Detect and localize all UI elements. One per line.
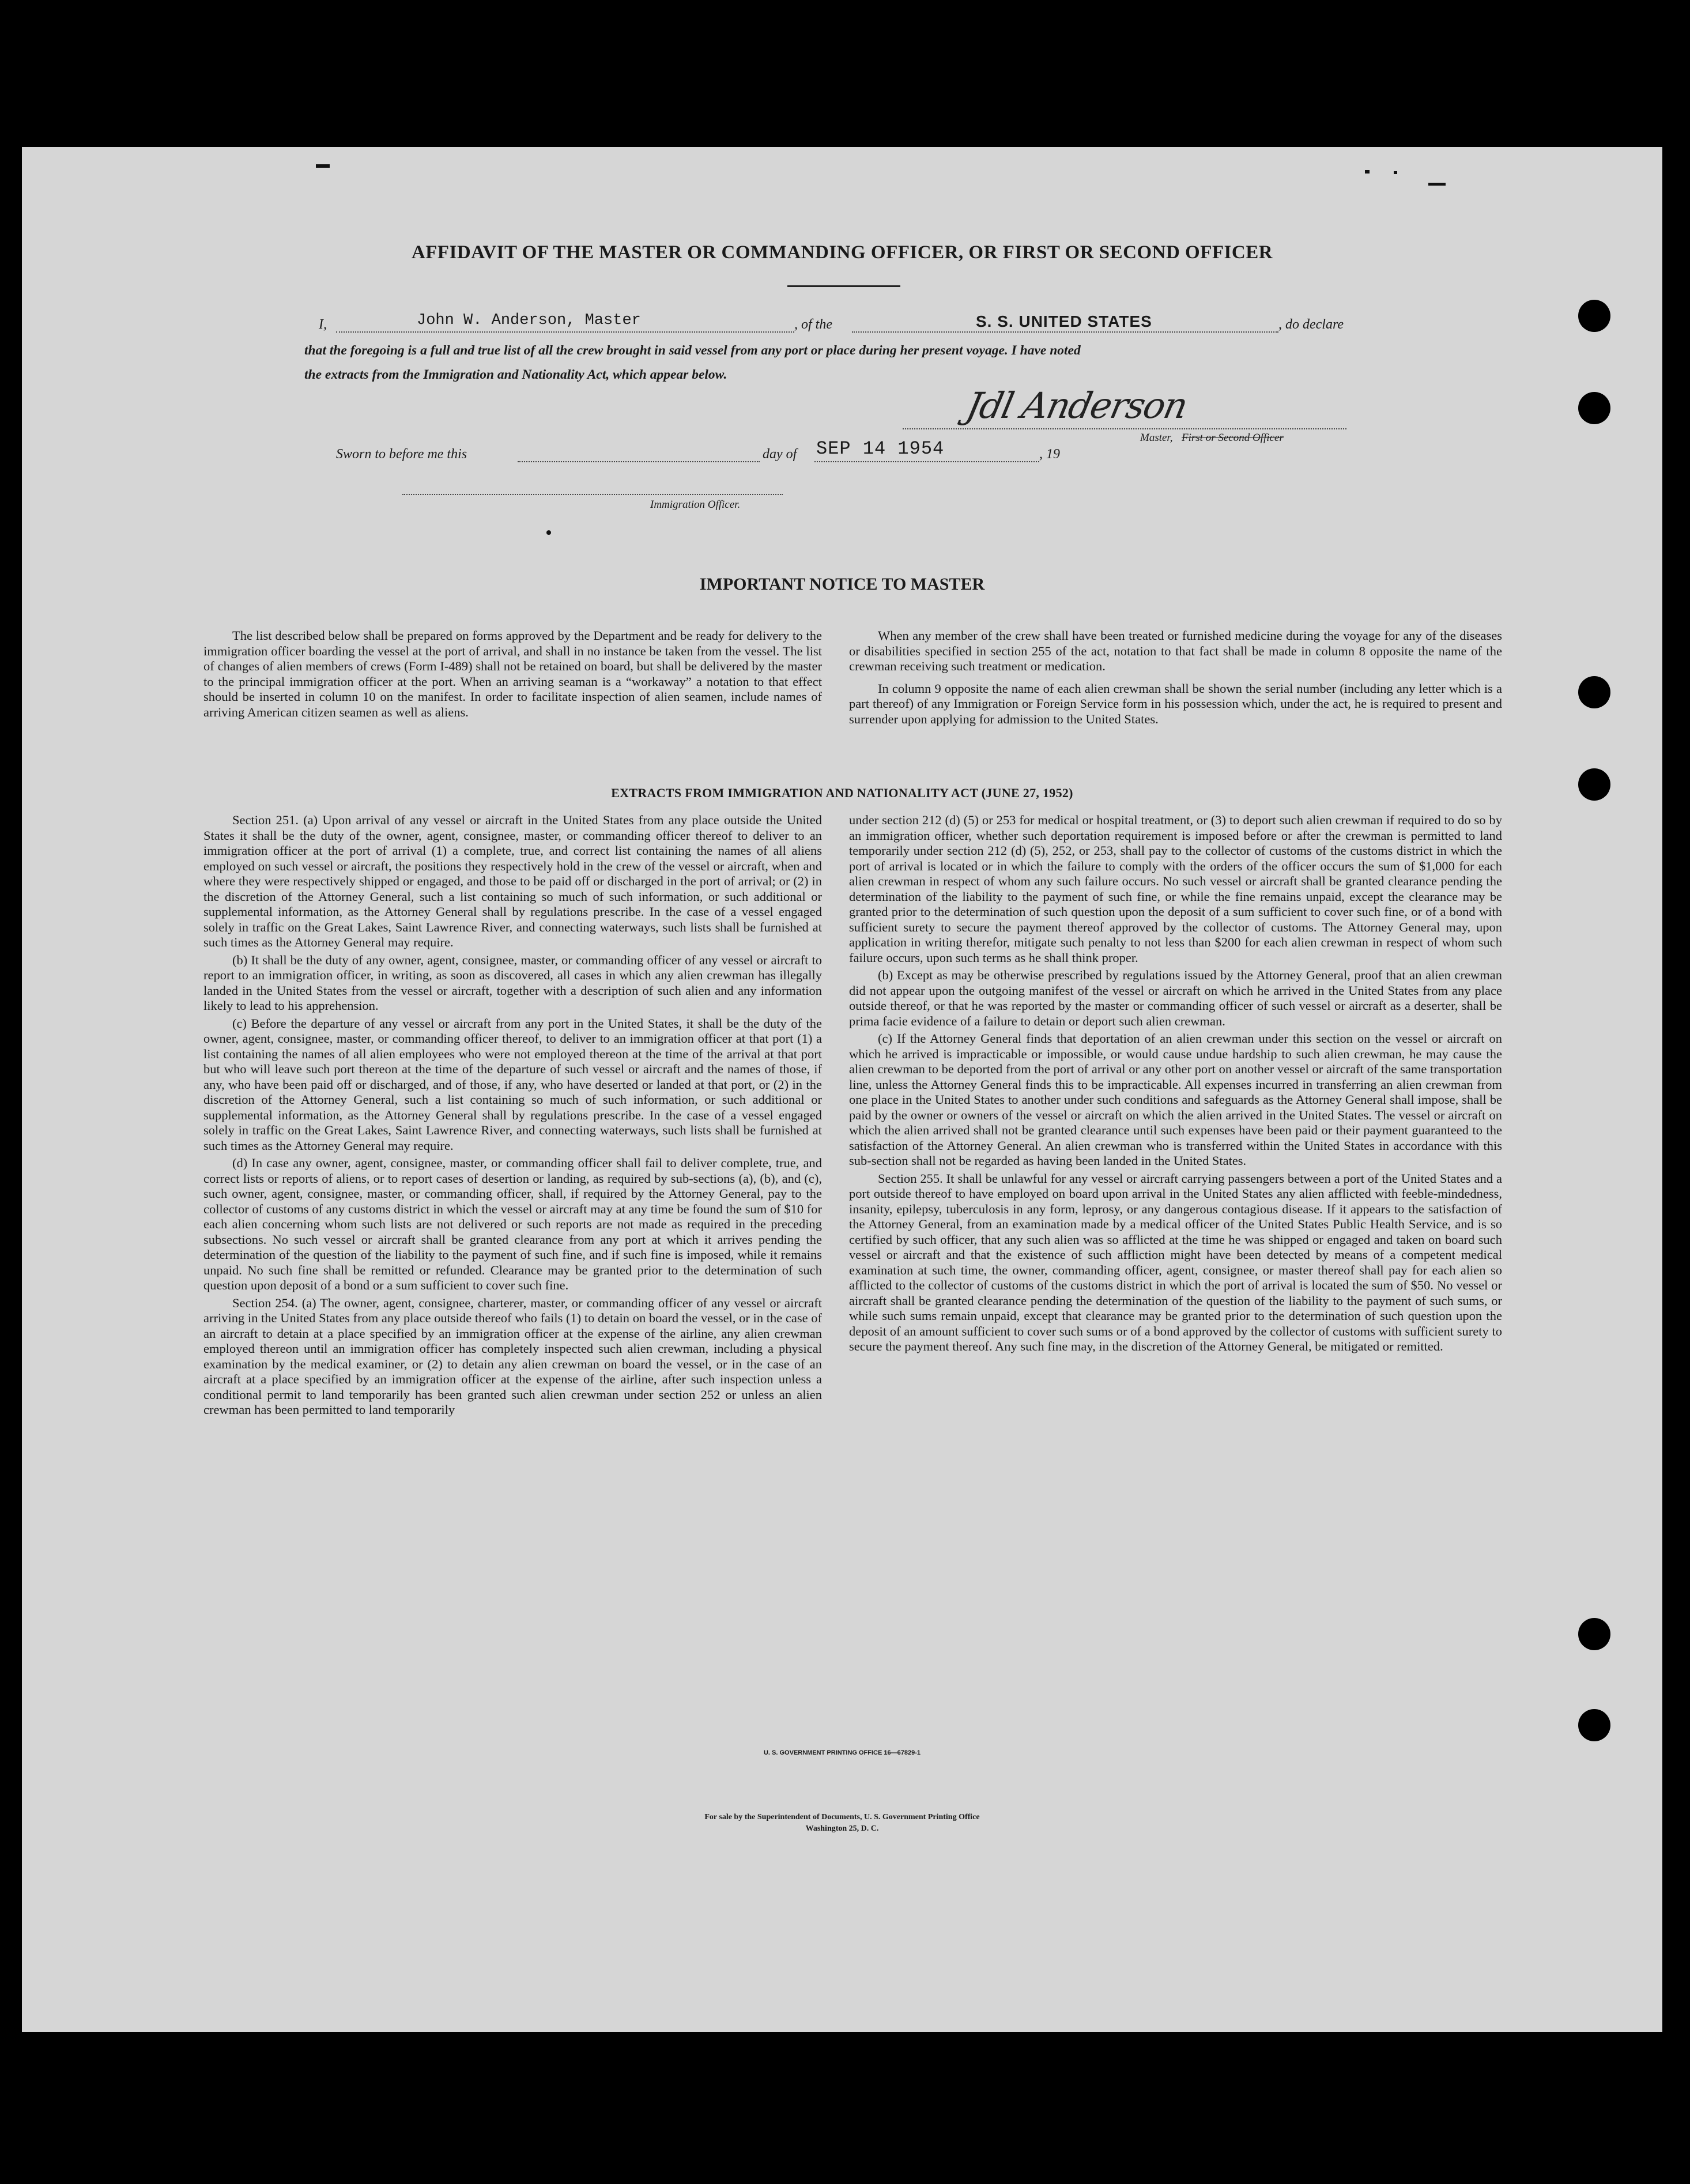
master-name: John W. Anderson, Master: [417, 312, 641, 329]
extracts-heading: EXTRACTS FROM IMMIGRATION AND NATIONALITY ACT (JUNE 27, 1952): [611, 786, 1073, 800]
date-stamp: SEP 14 1954: [816, 438, 945, 459]
punch-hole: [1578, 300, 1610, 332]
name-dotted-line: [336, 331, 794, 333]
officer-caption: Immigration Officer.: [650, 499, 741, 511]
i-label: I,: [319, 317, 327, 332]
notice-paragraph: When any member of the crew shall have been treated or furnished medicine during the voyage for any of the diseases or disabilities specified in section 255 of the act, notation to that fact shall be made in column 8 opposite the name of the crewman receiving such treatment or medication.: [849, 628, 1502, 673]
punch-hole: [1578, 392, 1610, 424]
year-suffix: , 19: [1039, 447, 1060, 462]
affidavit-title: AFFIDAVIT OF THE MASTER OR COMMANDING OFFICER, OR FIRST OR SECOND OFFICER: [411, 242, 1273, 263]
vessel-dotted-line: [852, 331, 1278, 333]
title-rule: [787, 285, 900, 287]
notice-paragraph: The list described below shall be prepared on forms approved by the Department and be ready for delivery to the immigration officer boarding the vessel at the port of arrival, and shall in no instance be taken from the vessel. The list of changes of alien members of crews (Form I-489) shall not be retained on board, but shall be delivered by the master to the principal immigration officer at the port. When an arriving seaman is a “workaway” a notation to that effect should be inserted in column 10 on the manifest. In order to facilitate inspection of alien seamen, include names of arriving American citizen seamen as well as aliens.: [203, 628, 822, 719]
vessel-name: S. S. UNITED STATES: [976, 312, 1152, 330]
master-signature: Jdl Anderson: [963, 384, 1191, 427]
declaration-line-1: that the foregoing is a full and true list of all the crew brought in said vessel from any port or place during her present voyage. I have noted: [304, 343, 1081, 358]
extract-paragraph: Section 254. (a) The owner, agent, consignee, charterer, master, or commanding officer of any vessel or aircraft arriving in the United States from any place outside thereof who fails (1) to detain on board the vessel, or in the case of an aircraft to detain at a place specified by an immigration officer at the expense of the airline, any alien crewman employed thereon until an immigration officer has completely inspected such alien crewman, including a physical examination by the medical examiner, or (2) to detain any alien crewman on board the vessel, or in the case of an aircraft at a place specified by an immigration officer at the expense of the airline, after such inspection unless a conditional permit to land temporarily has been granted such alien crewman under section 252 or unless an alien crewman has been permitted to land temporarily: [203, 1295, 822, 1417]
extract-paragraph: Section 251. (a) Upon arrival of any vessel or aircraft in the United States from any place outside the United States it shall be the duty of the owner, agent, consignee, master, or commanding officer thereof to deliver to an immigration officer at the port of arrival (1) a complete, true, and correct list containing the names of all aliens employed on such vessel or aircraft, the positions they respectively hold in the crew of the vessel or aircraft, when and where they were respectively shipped or engaged, and those to be paid off or discharged in the port of arrival; or (2) in the discretion of the Attorney General, such a list containing so much of such information, or such additional or supplemental information, as the Attorney General shall by regulations prescribe. In the case of a vessel engaged solely in traffic on the Great Lakes, Saint Lawrence River, and connecting waterways, such lists shall be furnished at such times as the Attorney General may require.: [203, 813, 822, 949]
signature-line: [903, 428, 1346, 429]
struck-caption: First or Second Officer: [1182, 432, 1284, 444]
punch-hole: [1578, 676, 1610, 708]
notice-heading: IMPORTANT NOTICE TO MASTER: [699, 575, 985, 594]
do-declare-label: , do declare: [1278, 317, 1344, 332]
declaration-line-2: the extracts from the Immigration and Nationality Act, which appear below.: [304, 367, 727, 382]
day-of-label: day of: [763, 447, 797, 462]
sworn-day-dotted-line: [518, 461, 760, 462]
punch-hole: [1578, 1618, 1610, 1650]
notice-left-column: [203, 628, 822, 722]
master-caption: Master,: [1140, 432, 1173, 444]
sworn-label: Sworn to before me this: [336, 447, 467, 462]
extract-paragraph: (d) In case any owner, agent, consignee, master, or commanding officer shall fail to deliver complete, true, and correct lists or reports of aliens, or to report cases of desertion or landing, as required by sub-sections (a), (b), and (c), such owner, agent, consignee, master, or commanding officer, shall, if required by the Attorney General, pay to the collector of customs of any customs district in which the vessel or aircraft may at any time be found the sum of $10 for each alien concerning whom such lists are not delivered or such reports are not made as required in the preceding subsections. No such vessel or aircraft shall be granted clearance from any port at which it arrives pending the determination of the question of the liability to the payment of such fine, and if such fine is imposed, while it remains unpaid. No such fine shall be remitted or refunded. Clearance may be granted prior to the determination of such question upon deposit of a bond or a sum sufficient to cover such fine.: [203, 1156, 822, 1292]
extracts-right-column: [849, 813, 1502, 1357]
extract-paragraph: (b) Except as may be otherwise prescribed by regulations issued by the Attorney General, proof that an alien crewman did not appear upon the outgoing manifest of the vessel or aircraft on which he arrived in the United States from any place outside thereof, or that he was reported by the master or commanding officer of such vessel or aircraft as a deserter, shall be prima facie evidence of a failure to detain or deport such alien crewman.: [849, 968, 1502, 1028]
scan-speck: [1394, 171, 1397, 174]
officer-signature-line: [402, 494, 783, 495]
notice-paragraph: In column 9 opposite the name of each alien crewman shall be shown the serial number (including any letter which is a part thereof) of any Immigration or Foreign Service form in his possession which, under the act, he is required to present and surrender upon applying for admission to the United States.: [849, 681, 1502, 726]
extracts-left-column: [203, 813, 822, 1420]
notice-right-column: [849, 628, 1502, 729]
extract-paragraph: (c) Before the departure of any vessel or aircraft from any port in the United States, it shall be the duty of the owner, agent, consignee, master, or commanding officer thereof, to deliver to an immigration officer at that port (1) a list containing the names of all alien employees who were not employed thereon at the time of the arrival at that port but who will leave such port thereon at the time of the departure of such vessel or aircraft and the names of those, if any, who have been paid off or discharged, and of those, if any, who have deserted or landed at that port, or (2) in the discretion of the Attorney General, such a list containing so much of such information, or such additional or supplemental information, as the Attorney General shall by regulations prescribe. In the case of a vessel engaged solely in traffic on the Great Lakes, Saint Lawrence River, and connecting waterways, such lists shall be furnished at such times as the Attorney General may require.: [203, 1016, 822, 1153]
sale-line-2: Washington 25, D. C.: [805, 1824, 879, 1833]
scan-speck: [1365, 170, 1370, 173]
scan-speck: [546, 530, 551, 535]
of-the-label: , of the: [794, 317, 832, 332]
punch-hole: [1578, 1709, 1610, 1741]
extract-paragraph: (b) It shall be the duty of any owner, agent, consignee, master, or commanding officer of any vessel or aircraft to report to an immigration officer, in writing, as soon as discovered, all cases in which any alien crewman has illegally landed in the United States from the vessel or aircraft, together with a description of such alien and any information likely to lead to his apprehension.: [203, 952, 822, 1013]
printing-office-line: U. S. GOVERNMENT PRINTING OFFICE 16—67829-1: [763, 1749, 921, 1756]
scan-speck: [316, 164, 330, 168]
scan-speck: [1428, 183, 1446, 186]
sworn-month-dotted-line: [814, 461, 1039, 462]
document-page: [22, 147, 1662, 2032]
extract-paragraph: Section 255. It shall be unlawful for any vessel or aircraft carrying passengers between a port of the United States and a port outside thereof to have employed on board upon arrival in the United States any alien afflicted with feeble-mindedness, insanity, epilepsy, tuberculosis in any form, leprosy, or any dangerous contagious disease. If it appears to the satisfaction of the Attorney General, from an examination made by a medical officer of the United States Public Health Service, and is so certified by such officer, that any such alien was so afflicted at the time he was shipped or engaged and taken on board such vessel or aircraft and that the existence of such affliction might have been detected by means of a competent medical examination at such time, the owner, commanding officer, agent, consignee, or master thereof shall pay for each alien so afflicted to the collector of customs of the customs district in which the port of arrival is located the sum of $50. No vessel or aircraft shall be granted clearance pending the determination of the question of the liability to the payment of such sums, or while such sums remain unpaid, except that clearance may be granted prior to the determination of such question upon the deposit of an amount sufficient to cover such sums or of a bond approved by the collector of customs with sufficient surety to secure the payment thereof. Any such fine may, in the discretion of the Attorney General, be mitigated or remitted.: [849, 1171, 1502, 1353]
sale-line-1: For sale by the Superintendent of Documents, U. S. Government Printing Office: [704, 1813, 980, 1821]
extract-paragraph: under section 212 (d) (5) or 253 for medical or hospital treatment, or (3) to deport such alien crewman if required to do so by an immigration officer, whether such deportation requirement is imposed before or after the crewman is permitted to land temporarily under section 212 (d) (5), 252, or 253, shall pay to the collector of customs of the customs district in which the port of arrival is located or in which the failure to comply with the orders of the officer occurs the sum of $1,000 for each alien crewman in respect of whom any such failure occurs. No such vessel or aircraft shall be granted clearance pending the determination of the liability to the payment of such fine, or while the fine remains unpaid, except the clearance may be granted prior to the determination of such question upon the deposit of a sum sufficient to cover such fine, or of a bond with sufficient surety to secure the payment thereof approved by the collector of customs. The Attorney General may, upon application in writing therefor, mitigate such penalty to not less than $200 for each alien crewman in respect of whom such failure occurs, upon such terms as he shall think proper.: [849, 813, 1502, 965]
extract-paragraph: (c) If the Attorney General finds that deportation of an alien crewman under this section on the vessel or aircraft on which he arrived is impracticable or impossible, or would cause undue hardship to such alien crewman, he may cause the alien crewman to be deported from the port of arrival or any other port on another vessel or aircraft of the same transportation line, unless the Attorney General finds this to be impracticable. All expenses incurred in transferring an alien crewman from one place in the United States to another under such conditions and safeguards as the Attorney General shall impose, shall be paid by the owner or owners of the vessel or aircraft on which the alien arrived in the United States. The vessel or aircraft on which the alien arrived shall not be granted clearance until such expenses have been paid or their payment guaranteed to the satisfaction of the Attorney General. An alien crewman who is transferred within the United States in accordance with this sub-section shall not be regarded as having been landed in the United States.: [849, 1031, 1502, 1168]
